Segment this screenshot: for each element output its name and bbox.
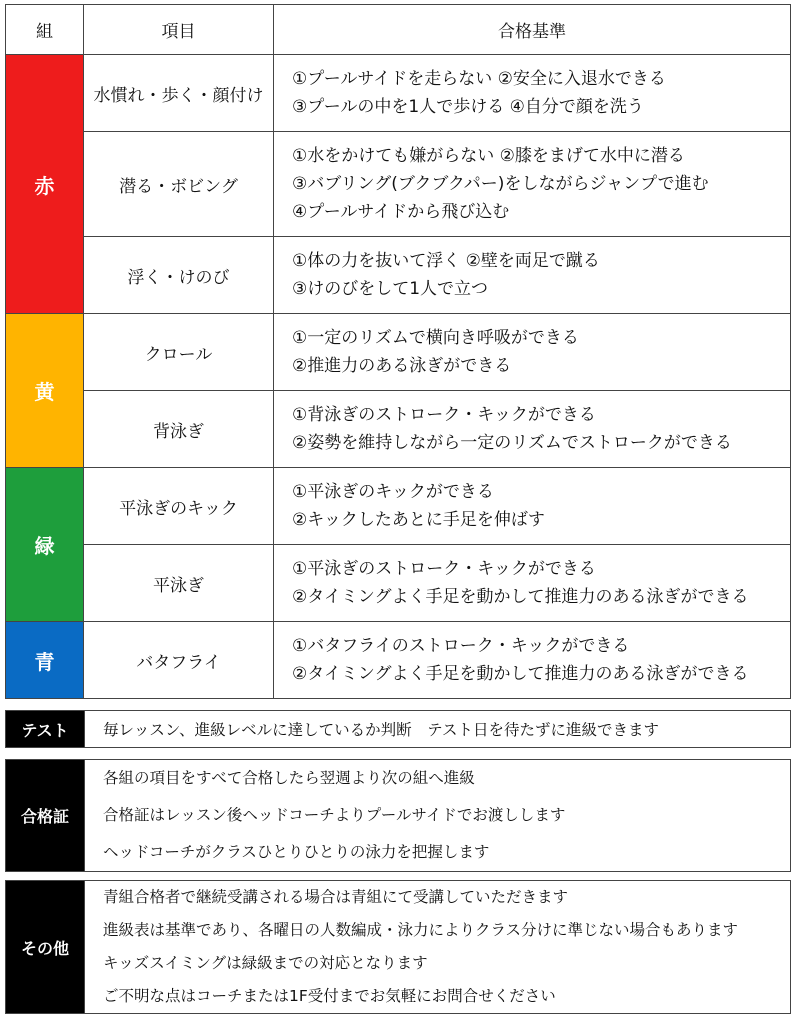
table-row (6, 314, 791, 391)
criteria-cell (274, 391, 791, 468)
header-criteria: 合格基準 (274, 5, 791, 55)
criteria-cell (274, 132, 791, 237)
criteria-line: ③プールの中を1人で歩ける ④自分で顔を洗う (292, 97, 644, 117)
group-yellow-cell: 黄 (6, 314, 84, 468)
criteria-line: ②タイミングよく手足を動かして推進力のある泳ぎができる (292, 664, 749, 684)
criteria-line: ①プールサイドを走らない ②安全に入退水できる (292, 69, 666, 89)
certificate-text (85, 760, 791, 872)
item-cell: 水慣れ・歩く・顔付け (84, 55, 274, 132)
criteria-cell (274, 55, 791, 132)
header-item: 項目 (84, 5, 274, 55)
criteria-line: ②タイミングよく手足を動かして推進力のある泳ぎができる (292, 587, 749, 607)
criteria-line: ①平泳ぎのキックができる (292, 482, 494, 502)
criteria-line: ②推進力のある泳ぎができる (292, 356, 512, 376)
item-cell: クロール (84, 314, 274, 391)
other-text (85, 881, 791, 1014)
item-cell: 平泳ぎ (84, 545, 274, 622)
criteria-line: ①一定のリズムで横向き呼吸ができる (292, 328, 579, 348)
other-line: キッズスイミングは緑級までの対応となります (103, 954, 428, 972)
test-text: 毎レッスン、進級レベルに達しているか判断 テスト日を待たずに進級できます (85, 711, 791, 748)
table-row (6, 55, 791, 132)
criteria-cell (274, 622, 791, 699)
table-row (6, 545, 791, 622)
certificate-line: ヘッドコーチがクラスひとりひとりの泳力を把握します (103, 843, 490, 861)
criteria-cell (274, 468, 791, 545)
criteria-cell (274, 545, 791, 622)
table-row (6, 468, 791, 545)
item-cell: 潜る・ボビング (84, 132, 274, 237)
criteria-line: ②キックしたあとに手足を伸ばす (292, 510, 545, 530)
test-info-box (5, 710, 791, 748)
other-info-box (5, 880, 791, 1014)
certificate-line: 各組の項目をすべて合格したら翌週より次の組へ進級 (103, 769, 475, 787)
criteria-line: ①平泳ぎのストローク・キックができる (292, 559, 596, 579)
item-cell: 背泳ぎ (84, 391, 274, 468)
test-label: テスト (6, 711, 85, 748)
other-line: 進級表は基準であり、各曜日の人数編成・泳力によりクラス分けに準じない場合もあります (103, 921, 739, 939)
criteria-cell (274, 237, 791, 314)
certificate-line: 合格証はレッスン後ヘッドコーチよりプールサイドでお渡しします (103, 806, 566, 824)
other-line: ご不明な点はコーチまたは1F受付までお気軽にお問合せください (103, 987, 556, 1005)
criteria-line: ③けのびをして1人で立つ (292, 279, 489, 299)
table-row (6, 391, 791, 468)
item-cell: バタフライ (84, 622, 274, 699)
header-group: 組 (6, 5, 84, 55)
certificate-label: 合格証 (6, 760, 85, 872)
item-cell: 平泳ぎのキック (84, 468, 274, 545)
criteria-cell (274, 314, 791, 391)
other-label: その他 (6, 881, 85, 1014)
group-green-cell: 緑 (6, 468, 84, 622)
table-row (6, 132, 791, 237)
criteria-line: ①水をかけても嫌がらない ②膝をまげて水中に潜る (292, 146, 685, 166)
group-red-cell: 赤 (6, 55, 84, 314)
criteria-line: ②姿勢を維持しながら一定のリズムでストロークができる (292, 433, 732, 453)
criteria-line: ①バタフライのストローク・キックができる (292, 636, 630, 656)
table-row (6, 622, 791, 699)
criteria-line: ④プールサイドから飛び込む (292, 202, 510, 222)
certificate-info-box (5, 759, 791, 872)
criteria-line: ①背泳ぎのストローク・キックができる (292, 405, 596, 425)
item-cell: 浮く・けのび (84, 237, 274, 314)
criteria-line: ③バブリング(ブクブクパー)をしながらジャンプで進む (292, 174, 709, 194)
table-row (6, 237, 791, 314)
swim-level-table (5, 4, 791, 699)
table-header-row (6, 5, 791, 55)
group-blue-cell: 青 (6, 622, 84, 699)
criteria-line: ①体の力を抜いて浮く ②壁を両足で蹴る (292, 251, 600, 271)
other-line: 青組合格者で継続受講される場合は青組にて受講していただきます (103, 888, 569, 906)
